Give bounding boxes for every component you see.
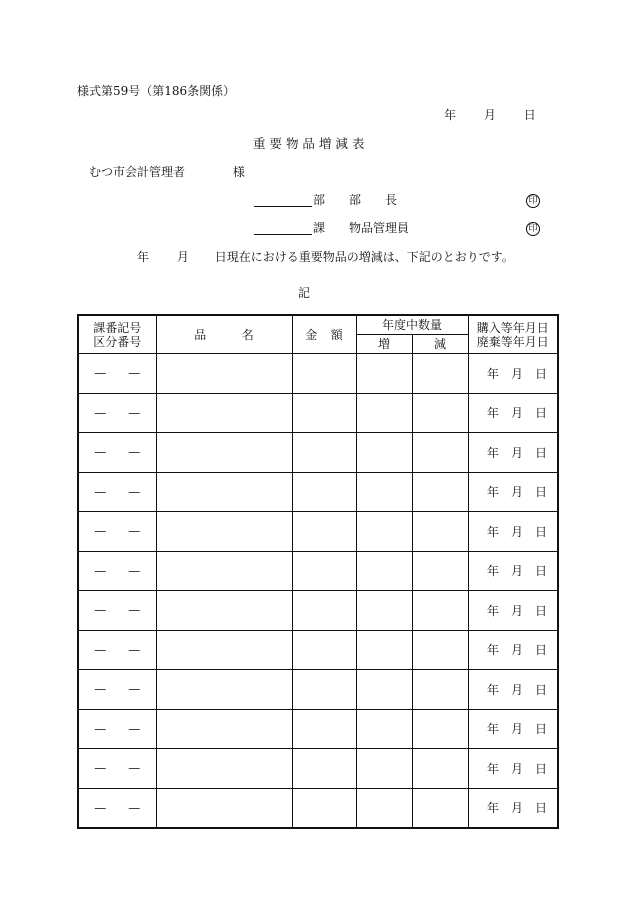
increase-cell[interactable] [356, 630, 412, 670]
dash-mark: — [128, 761, 141, 776]
sender1-blank-line [254, 206, 312, 207]
amount-cell[interactable] [292, 393, 356, 433]
code-cell[interactable] [78, 788, 156, 828]
row-day: 日 [535, 524, 548, 539]
amount-cell[interactable] [292, 512, 356, 552]
decrease-cell[interactable] [412, 709, 468, 749]
dash-mark: — [128, 682, 141, 697]
increase-cell[interactable] [356, 551, 412, 591]
code-cell[interactable] [78, 670, 156, 710]
increase-cell[interactable] [356, 393, 412, 433]
item-name-cell[interactable] [156, 709, 292, 749]
col-item-header: 品 名 [156, 315, 292, 354]
row-day: 日 [535, 643, 548, 658]
date-cell[interactable] [468, 433, 558, 473]
decrease-cell[interactable] [412, 472, 468, 512]
increase-cell[interactable] [356, 709, 412, 749]
increase-cell[interactable] [356, 354, 412, 394]
table-row [78, 591, 558, 631]
increase-cell[interactable] [356, 670, 412, 710]
increase-cell[interactable] [356, 591, 412, 631]
date-cell[interactable] [468, 709, 558, 749]
amount-cell[interactable] [292, 472, 356, 512]
items-table [77, 314, 559, 829]
amount-cell[interactable] [292, 670, 356, 710]
row-month: 月 [510, 801, 523, 816]
item-name-cell[interactable] [156, 630, 292, 670]
date-year: 年 [444, 108, 457, 122]
code-cell[interactable] [78, 749, 156, 789]
dash-mark: — [94, 484, 107, 499]
row-year: 年 [486, 445, 499, 460]
row-year: 年 [486, 722, 499, 737]
col-decrease-header: 減 [412, 335, 468, 354]
item-name-cell[interactable] [156, 393, 292, 433]
item-name-cell[interactable] [156, 591, 292, 631]
decrease-cell[interactable] [412, 591, 468, 631]
decrease-cell[interactable] [412, 670, 468, 710]
dash-mark: — [94, 761, 107, 776]
row-day: 日 [535, 722, 548, 737]
table-row [78, 630, 558, 670]
row-day: 日 [535, 801, 548, 816]
date-cell[interactable] [468, 591, 558, 631]
row-day: 日 [535, 406, 548, 421]
row-day: 日 [535, 485, 548, 500]
date-cell[interactable] [468, 788, 558, 828]
date-cell[interactable] [468, 393, 558, 433]
decrease-cell[interactable] [412, 354, 468, 394]
col-amount-header: 金 額 [292, 315, 356, 354]
increase-cell[interactable] [356, 749, 412, 789]
amount-cell[interactable] [292, 788, 356, 828]
date-cell[interactable] [468, 630, 558, 670]
statement-body: 日現在における重要物品の増減は、下記のとおりです。 [214, 250, 514, 264]
dash-mark: — [94, 524, 107, 539]
item-name-cell[interactable] [156, 354, 292, 394]
decrease-cell[interactable] [412, 630, 468, 670]
dash-mark: — [128, 642, 141, 657]
dash-mark: — [128, 603, 141, 618]
decrease-cell[interactable] [412, 512, 468, 552]
item-name-cell[interactable] [156, 788, 292, 828]
amount-cell[interactable] [292, 709, 356, 749]
code-cell[interactable] [78, 591, 156, 631]
seal-icon: 印 [526, 222, 540, 236]
statement-line [137, 250, 514, 264]
row-year: 年 [486, 366, 499, 381]
dash-mark: — [128, 721, 141, 736]
row-month: 月 [510, 603, 523, 618]
ki-label: 記 [298, 286, 311, 300]
date-line [444, 108, 536, 122]
item-name-cell[interactable] [156, 749, 292, 789]
sender2-blank-line [254, 234, 312, 235]
increase-cell[interactable] [356, 472, 412, 512]
date-cell[interactable] [468, 354, 558, 394]
date-day: 日 [523, 108, 536, 122]
honorific: 様 [232, 165, 245, 179]
row-year: 年 [486, 761, 499, 776]
row-year: 年 [486, 524, 499, 539]
item-name-cell[interactable] [156, 512, 292, 552]
row-day: 日 [535, 603, 548, 618]
row-year: 年 [486, 564, 499, 579]
row-day: 日 [535, 564, 548, 579]
dash-mark: — [128, 800, 141, 815]
decrease-cell[interactable] [412, 393, 468, 433]
row-year: 年 [486, 406, 499, 421]
sender1-title: 部 長 [349, 193, 398, 207]
row-month: 月 [510, 643, 523, 658]
addressee-line [89, 165, 245, 179]
dash-mark: — [94, 405, 107, 420]
item-name-cell[interactable] [156, 551, 292, 591]
col-date-header: 購入等年月日 廃棄等年月日 [468, 315, 558, 354]
dash-mark: — [128, 445, 141, 460]
row-month: 月 [510, 366, 523, 381]
date-cell[interactable] [468, 551, 558, 591]
code-cell[interactable] [78, 472, 156, 512]
dash-mark: — [94, 682, 107, 697]
table-row [78, 512, 558, 552]
dash-mark: — [128, 366, 141, 381]
row-month: 月 [510, 564, 523, 579]
code-cell[interactable] [78, 433, 156, 473]
row-year: 年 [486, 485, 499, 500]
code-cell[interactable] [78, 630, 156, 670]
col-quantity-header: 年度中数量 [356, 315, 468, 335]
row-day: 日 [535, 366, 548, 381]
dash-mark: — [128, 484, 141, 499]
date-cell[interactable] [468, 472, 558, 512]
sender2-title: 物品管理員 [349, 221, 410, 235]
table-row [78, 433, 558, 473]
table-row [78, 551, 558, 591]
sender2-dept: 課 [313, 221, 326, 235]
amount-cell[interactable] [292, 630, 356, 670]
item-name-cell[interactable] [156, 670, 292, 710]
item-name-cell[interactable] [156, 433, 292, 473]
dash-mark: — [94, 603, 107, 618]
seal-icon: 印 [526, 194, 540, 208]
date-cell[interactable] [468, 512, 558, 552]
col-code-header: 課番記号 区分番号 [78, 315, 156, 354]
dash-mark: — [94, 366, 107, 381]
row-month: 月 [510, 761, 523, 776]
dash-mark: — [128, 524, 141, 539]
dash-mark: — [128, 563, 141, 578]
date-cell[interactable] [468, 670, 558, 710]
row-year: 年 [486, 682, 499, 697]
dash-mark: — [94, 445, 107, 460]
row-month: 月 [510, 485, 523, 500]
row-year: 年 [486, 603, 499, 618]
table-row [78, 393, 558, 433]
dash-mark: — [128, 405, 141, 420]
row-month: 月 [510, 682, 523, 697]
amount-cell[interactable] [292, 354, 356, 394]
code-cell[interactable] [78, 709, 156, 749]
col-increase-header: 増 [356, 335, 412, 354]
increase-cell[interactable] [356, 512, 412, 552]
dash-mark: — [94, 563, 107, 578]
code-cell[interactable] [78, 551, 156, 591]
decrease-cell[interactable] [412, 788, 468, 828]
amount-cell[interactable] [292, 551, 356, 591]
statement-year: 年 [137, 250, 150, 264]
table-row [78, 788, 558, 828]
table-row [78, 709, 558, 749]
code-cell[interactable] [78, 512, 156, 552]
decrease-cell[interactable] [412, 749, 468, 789]
row-day: 日 [535, 682, 548, 697]
date-cell[interactable] [468, 749, 558, 789]
table-row [78, 749, 558, 789]
code-cell[interactable] [78, 393, 156, 433]
row-year: 年 [486, 643, 499, 658]
document-title: 重 要 物 品 増 減 表 [253, 136, 365, 151]
amount-cell[interactable] [292, 433, 356, 473]
increase-cell[interactable] [356, 788, 412, 828]
decrease-cell[interactable] [412, 551, 468, 591]
increase-cell[interactable] [356, 433, 412, 473]
row-month: 月 [510, 524, 523, 539]
row-year: 年 [486, 801, 499, 816]
table-row [78, 670, 558, 710]
form-number: 様式第59号（第186条関係） [77, 84, 236, 98]
amount-cell[interactable] [292, 749, 356, 789]
addressee: むつ市会計管理者 [89, 165, 186, 179]
item-name-cell[interactable] [156, 472, 292, 512]
statement-month: 月 [176, 250, 189, 264]
dash-mark: — [94, 800, 107, 815]
row-day: 日 [535, 761, 548, 776]
table-row [78, 354, 558, 394]
amount-cell[interactable] [292, 591, 356, 631]
dash-mark: — [94, 642, 107, 657]
dash-mark: — [94, 721, 107, 736]
date-month: 月 [483, 108, 496, 122]
decrease-cell[interactable] [412, 433, 468, 473]
row-month: 月 [510, 445, 523, 460]
table-row [78, 472, 558, 512]
row-month: 月 [510, 722, 523, 737]
row-month: 月 [510, 406, 523, 421]
row-day: 日 [535, 445, 548, 460]
sender1-dept: 部 [313, 193, 326, 207]
code-cell[interactable] [78, 354, 156, 394]
